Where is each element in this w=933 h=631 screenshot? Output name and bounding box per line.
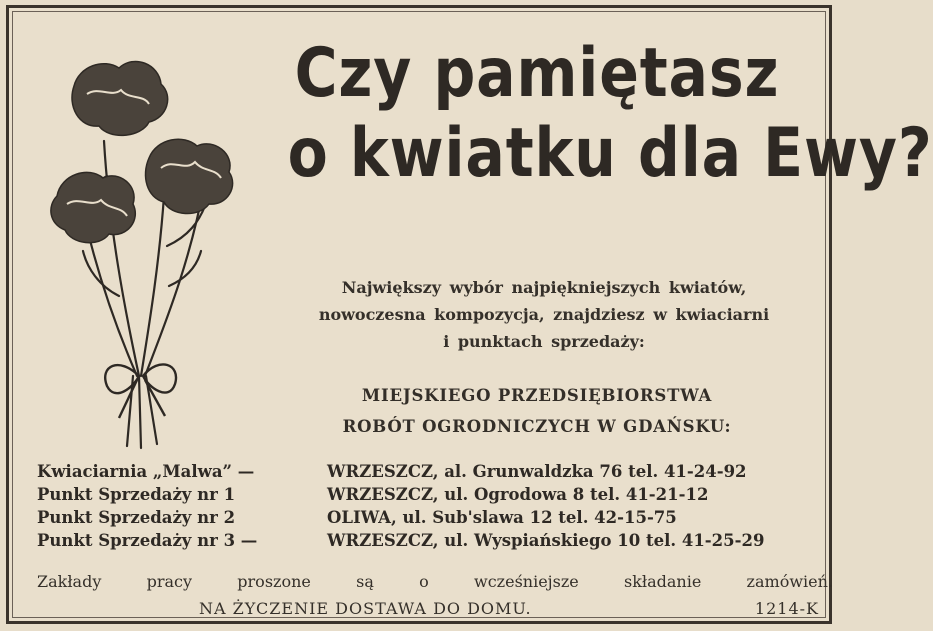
delivery-text: NA ŻYCZENIE DOSTAWA DO DOMU. <box>199 599 532 618</box>
intro-line-1: Największy wybór najpiękniejszych kwiatów, <box>341 278 747 297</box>
location-address: OLIWA, ul. Sub'slawa 12 tel. 42-15-75 <box>327 508 677 527</box>
locations-list <box>37 460 837 552</box>
ad-code: 1214-K <box>754 599 819 618</box>
order-note: Zakłady pracy proszone są o wcześniejsze składanie zamówień. <box>37 572 833 591</box>
headline-line-1: Czy pamiętasz <box>294 34 780 113</box>
location-item <box>37 460 837 483</box>
intro-line-3: i punktach sprzedaży: <box>443 332 645 351</box>
company-line-1: MIEJSKIEGO PRZEDSIĘBIORSTWA <box>361 386 713 405</box>
company-name <box>257 380 817 442</box>
location-address: WRZESZCZ, al. Grunwaldzka 76 tel. 41-24-92 <box>327 462 747 481</box>
advertisement <box>6 5 933 624</box>
headline <box>287 34 933 194</box>
location-item <box>37 529 837 552</box>
location-name: Punkt Sprzedaży nr 1 <box>37 485 236 504</box>
delivery-line <box>199 598 819 620</box>
location-name: Punkt Sprzedaży nr 3 — <box>37 531 258 550</box>
company-line-2: ROBÓT OGRODNICZYCH W GDAŃSKU: <box>342 417 732 436</box>
location-item <box>37 506 837 529</box>
intro-text <box>249 274 839 355</box>
location-address: WRZESZCZ, ul. Ogrodowa 8 tel. 41-21-12 <box>327 485 709 504</box>
location-name: Punkt Sprzedaży nr 2 <box>37 508 236 527</box>
headline-line-2: o kwiatku dla Ewy? <box>287 114 933 193</box>
location-address: WRZESZCZ, ul. Wyspiańskiego 10 tel. 41-25-29 <box>327 531 765 550</box>
carnation-bouquet-icon <box>49 46 249 456</box>
location-item <box>37 483 837 506</box>
intro-line-2: nowoczesna kompozycja, znajdziesz w kwiaciarni <box>318 305 770 324</box>
location-name: Kwiaciarnia „Malwa” — <box>37 462 255 481</box>
